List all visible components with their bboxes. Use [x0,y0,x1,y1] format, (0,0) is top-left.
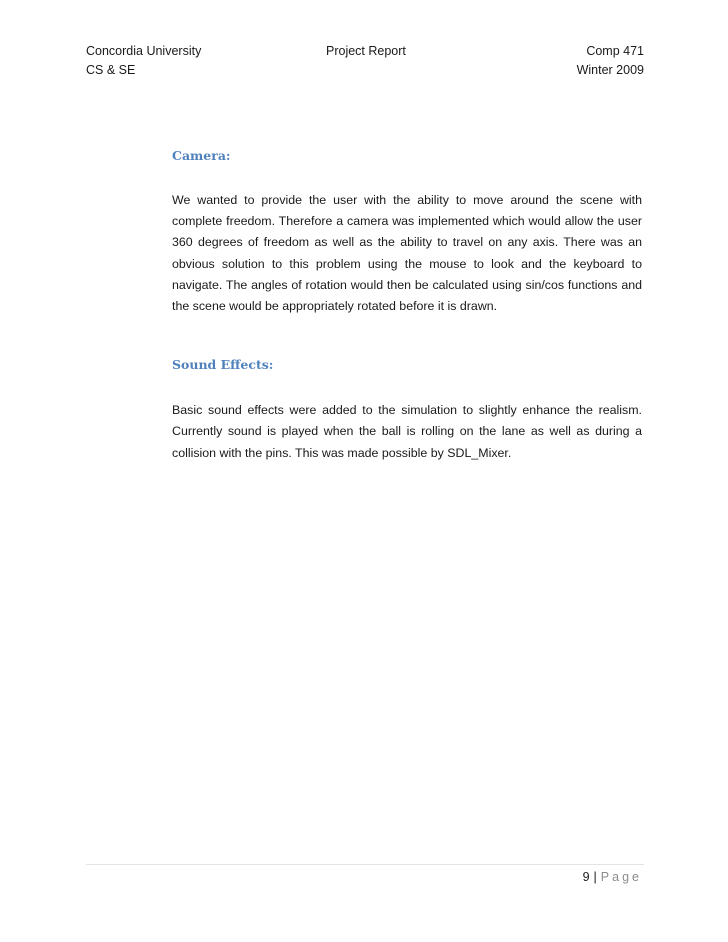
header-university: Concordia University [86,44,202,58]
section-heading-camera: Camera: [172,148,231,163]
page-label: Page [600,870,642,884]
header-course: Comp 471 [586,44,644,58]
header-row-2 [86,61,644,80]
footer-divider [86,864,644,865]
footer-separator: | [593,870,597,884]
page-header [86,42,644,80]
header-department: CS & SE [86,63,136,77]
page-content [172,148,642,464]
section-body-camera: We wanted to provide the user with the ability to move around the scene with complete freedom. Therefore a camera was implemented which would allow the user 360 degrees of freedom as well as the ability to travel on any axis. There was an obvious solution to this problem using the mouse to look and the keyboard to navigate. The angles of rotation would then be calculated using sin/cos functions and the scene would be appropriately rotated before it is drawn. [172,193,642,314]
section-heading-sound-effects: Sound Effects: [172,357,274,373]
header-term: Winter 2009 [576,63,644,77]
section-body-sound-effects: Basic sound effects were added to the simulation to slightly enhance the realism. Currently sound is played when the ball is rolling on the lane as well as during a collision with the pins. This was made possible by SDL_Mixer. [172,403,642,460]
page-footer [583,868,642,886]
header-title: Project Report [326,44,406,58]
page-number: 9 [582,870,590,884]
